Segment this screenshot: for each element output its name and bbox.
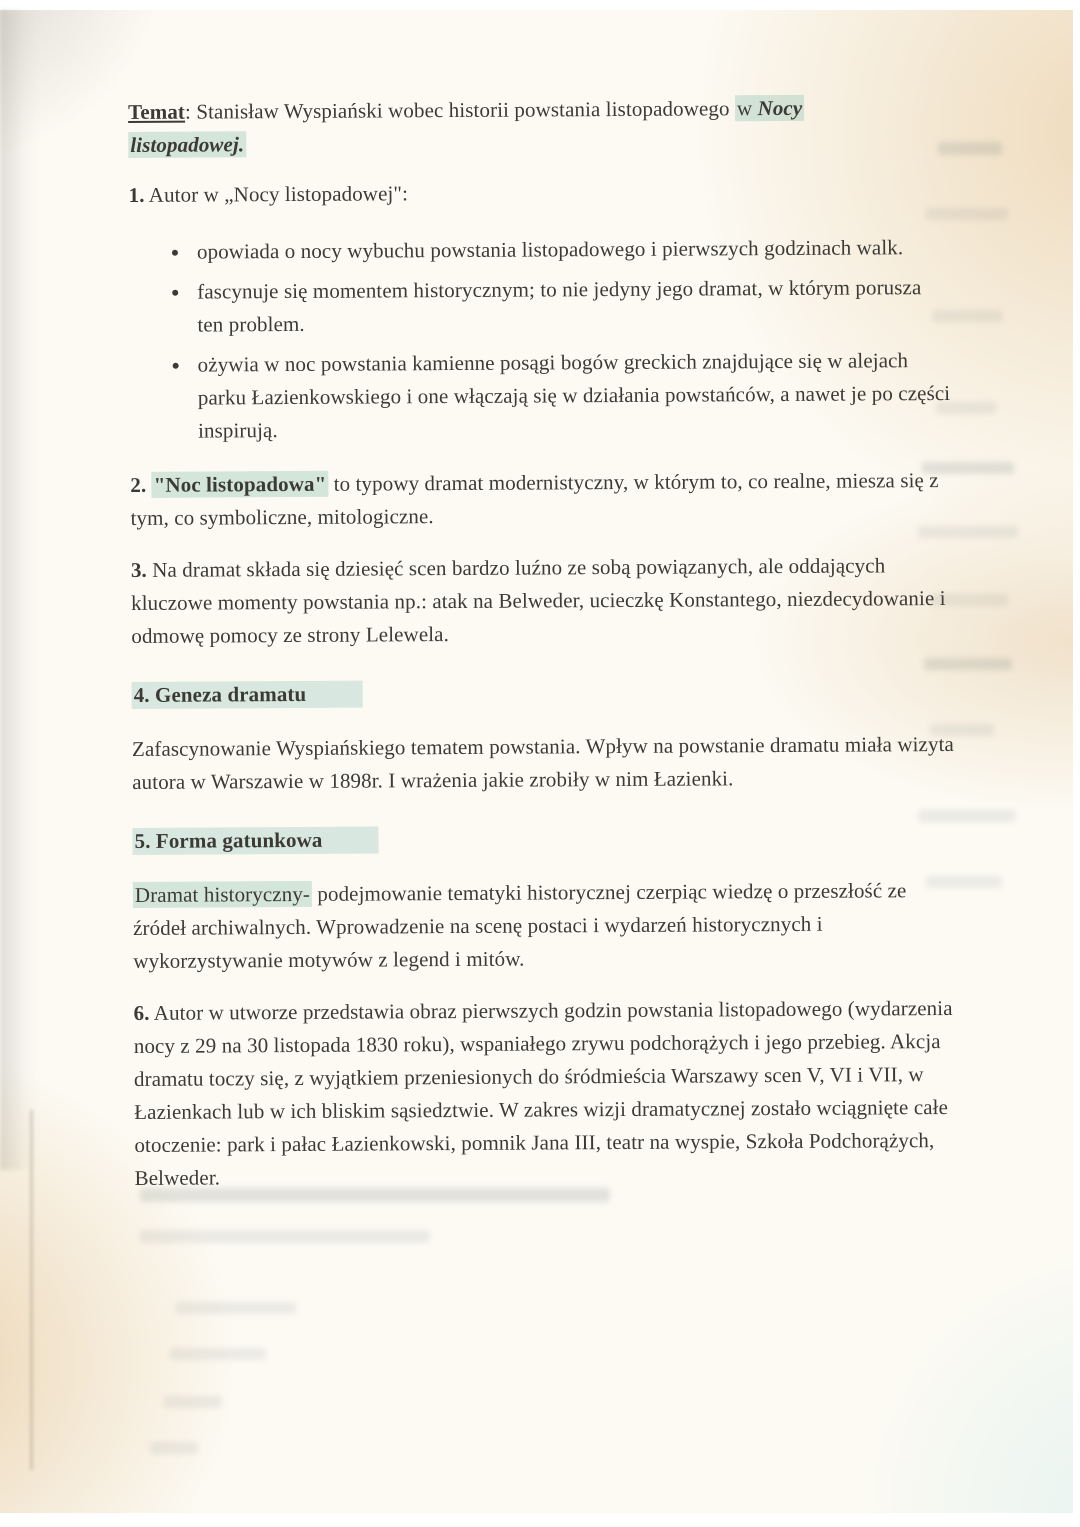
section-5-paragraph	[133, 874, 956, 978]
scanned-page-photo	[0, 10, 1073, 1513]
title-highlight-italic-2: listopadowej.	[128, 131, 246, 158]
section-1-bullet-list	[129, 231, 952, 448]
section-4-number: 4.	[133, 682, 150, 707]
section-1-number: 1.	[128, 182, 145, 207]
title-highlight-word: w	[736, 96, 758, 121]
title-label: Temat	[128, 99, 186, 124]
section-4-heading-text: Geneza dramatu	[154, 681, 307, 707]
bleed-through-mark	[170, 1348, 266, 1360]
bleed-through-mark	[176, 1302, 296, 1314]
section-4-heading	[132, 674, 954, 712]
title-highlight	[735, 95, 805, 121]
section-2-text: to typowy dramat modernistyczny, w którym to, co realne, miesza się z tym, co symboliczne, mitologiczne.	[130, 468, 939, 530]
section-3-paragraph	[131, 549, 954, 653]
section-4-paragraph: Zafascynowanie Wyspiańskiego tematem powstania. Wpływ na powstanie dramatu miała wizyta autora w Warszawie w 1898r. I wrażenia jakie zrobiły w nim Łazienki.	[131, 731, 954, 794]
section-6-number: 6.	[133, 1000, 150, 1025]
list-item: • fascynuje się momentem historycznym; to nie jedyny jego dramat, w którym porusza ten problem.	[191, 271, 951, 342]
section-1-text: Autor w „Nocy listopadowej":	[148, 181, 409, 207]
bleed-through-mark	[930, 724, 994, 736]
bleed-through-mark	[918, 526, 1018, 538]
document-body	[128, 91, 957, 1214]
section-2-number: 2.	[130, 472, 147, 497]
section-5-heading	[132, 820, 954, 858]
title-text: Stanisław Wyspiański wobec historii powstania listopadowego	[196, 96, 735, 124]
bleed-through-mark	[918, 810, 1016, 822]
section-5-text: podejmowanie tematyki historycznej czerpiąc wiedzę o przeszłość ze źródeł archiwalnych. Wprowadzenie na scenę postaci i wydarzeń historycznych i wykorzystywanie motywów z legend i mitów.	[133, 878, 907, 973]
bleed-through-mark	[930, 594, 1008, 606]
section-3-text: Na dramat składa się dziesięć scen bardzo luźno ze sobą powiązanych, ale oddających kluczowe momenty powstania np.: atak na Belweder, ucieczkę Konstantego, niezdecydowanie i odmowę pomocy ze strony Lelewela.	[131, 553, 946, 648]
bleed-through-mark	[936, 402, 996, 414]
title-separator: :	[184, 99, 197, 124]
section-2-highlighted-term: "Noc listopadowa"	[152, 471, 329, 498]
bleed-through-mark	[938, 142, 1002, 155]
bleed-through-mark	[922, 462, 1014, 474]
section-5-heading-highlight	[132, 826, 378, 855]
bleed-through-mark	[140, 1230, 430, 1243]
bleed-through-mark	[926, 876, 1002, 888]
section-1-intro	[129, 174, 951, 212]
document-title	[128, 91, 950, 162]
photo-left-shadow	[0, 10, 40, 1170]
section-6-text: Autor w utworze przedstawia obraz pierwszych godzin powstania listopadowego (wydarzenia nocy z 29 na 30 listopada 1830 roku), wspaniałego zrywu podchorążych i jego przebieg. Akcja dramatu toczy się, z wyjątkiem przeniesionych do śródmieścia Warszawy scen V, VI i VII, w Łazienkach lub w ich bliskim sąsiedztwie. W zakres wizji dramatycznej zostało wciągnięte całe otoczenie: park i pałac Łazienkowski, pomnik Jana III, teatr na wyspie, Szkoła Podchorążych, Belweder.	[133, 995, 953, 1190]
section-6-paragraph	[134, 992, 957, 1195]
bleed-through-mark	[164, 1396, 222, 1408]
bleed-through-mark	[926, 208, 1008, 220]
section-5-number: 5.	[134, 828, 151, 853]
list-item: • ożywia w noc powstania kamienne posągi bogów greckich znajdujące się w alejach parku Łazienkowskiego i one włączają się w działania powstańców, a nawet je po części inspirują.	[192, 344, 953, 448]
bleed-through-mark	[932, 310, 1002, 322]
section-5-heading-text: Forma gatunkowa	[155, 827, 323, 853]
section-4-heading-highlight	[132, 681, 363, 709]
list-item: • opowiada o nocy wybuchu powstania listopadowego i pierwszych godzinach walk.	[191, 231, 951, 269]
section-3-number: 3.	[130, 557, 147, 582]
bleed-through-mark	[924, 658, 1012, 670]
section-5-lead-highlight: Dramat historyczny-	[133, 881, 312, 908]
bleed-through-mark	[140, 1188, 610, 1202]
bleed-through-mark	[150, 1442, 198, 1454]
title-highlight-italic-1: Nocy	[757, 95, 803, 121]
paper-edge-line	[30, 1110, 33, 1470]
section-2-paragraph	[130, 464, 952, 535]
